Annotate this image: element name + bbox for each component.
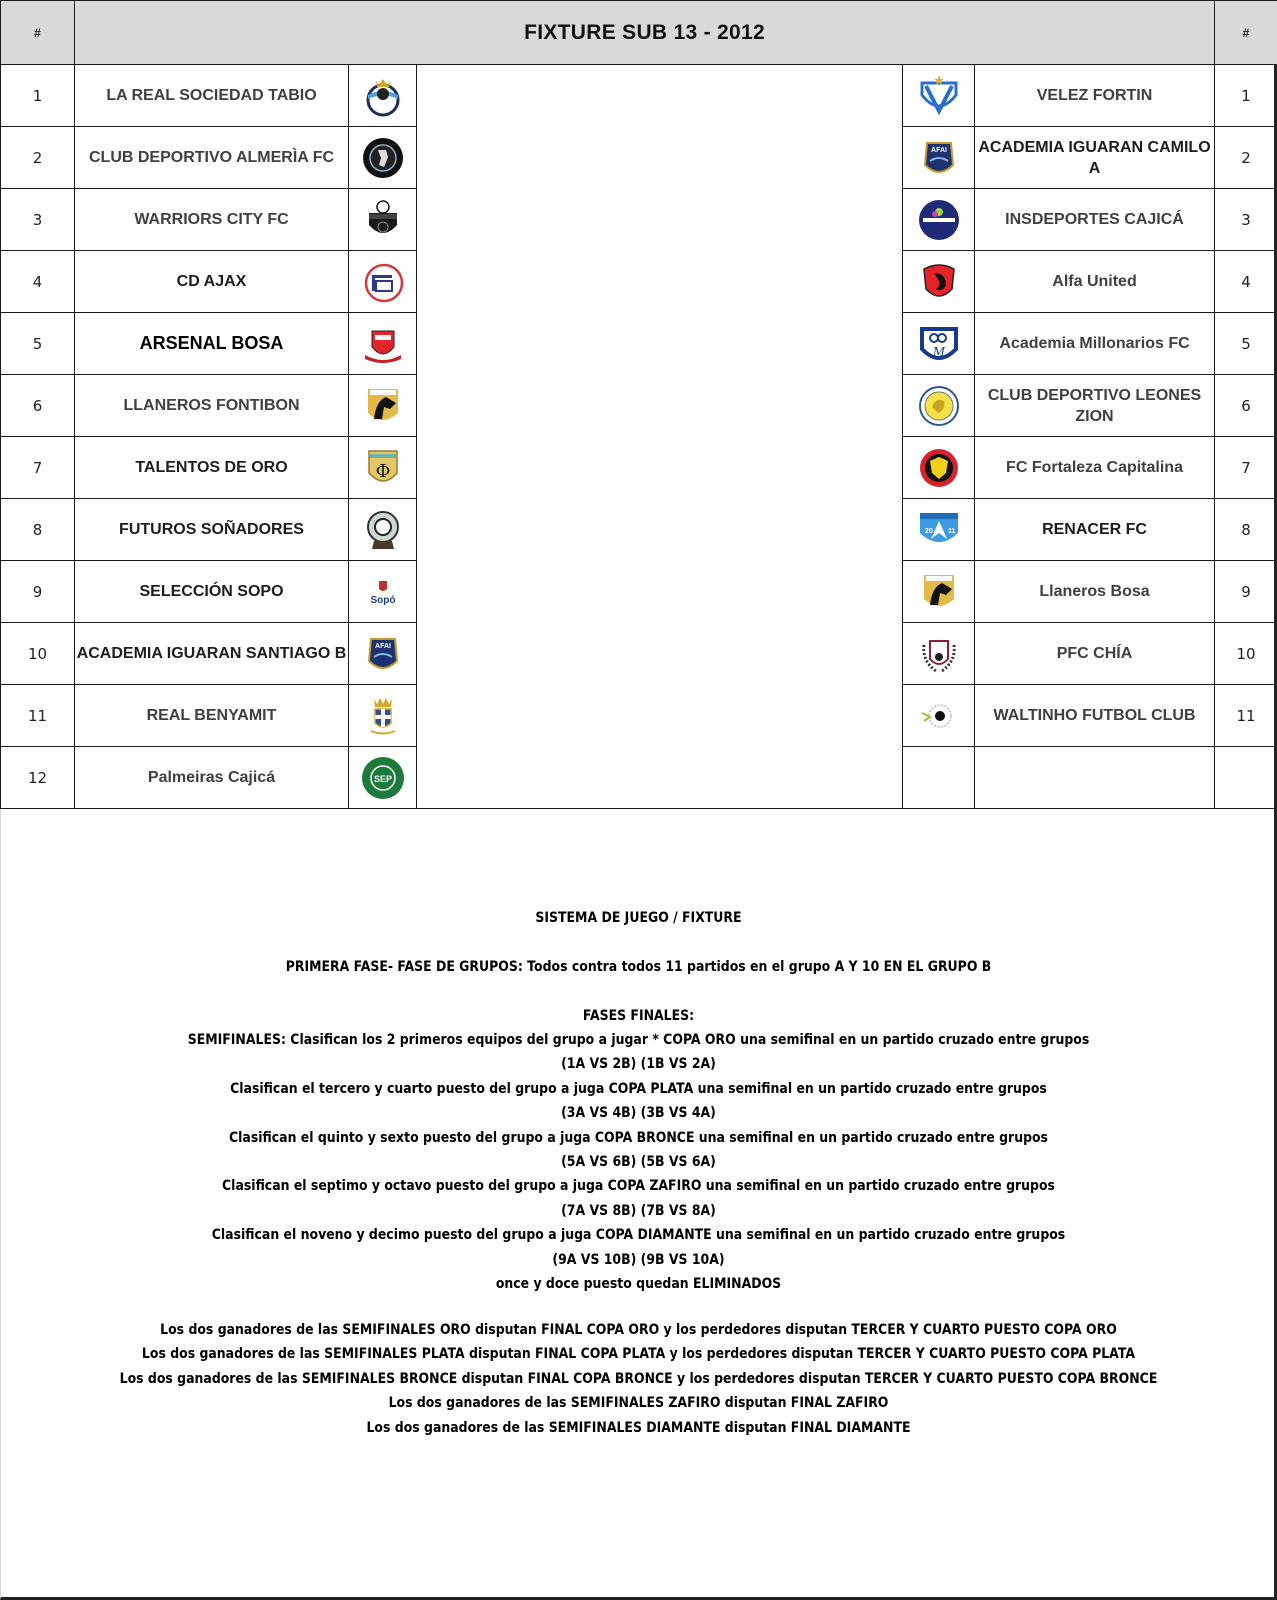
group-a-number: 10 xyxy=(1,623,75,685)
team-row xyxy=(1,375,1277,437)
team-row xyxy=(1,189,1277,251)
group-b-logo-cell xyxy=(903,437,975,499)
pfc-chia-logo-icon xyxy=(916,631,962,677)
group-a-team-name: LA REAL SOCIEDAD TABIO xyxy=(75,65,349,127)
futuros-sonadores-logo-icon xyxy=(360,507,406,553)
group-a-logo-cell xyxy=(349,685,417,747)
group-a-team-name: LLANEROS FONTIBON xyxy=(75,375,349,437)
team-row xyxy=(1,65,1277,127)
group-a-team-name: ARSENAL BOSA xyxy=(75,313,349,375)
semifinal-rule: Clasifican el noveno y decimo puesto del grupo a juga COPA DIAMANTE una semifinal en un partido cruzado entre grupos xyxy=(211,1227,1066,1244)
team-row xyxy=(1,561,1277,623)
group-a-team-name: REAL BENYAMIT xyxy=(75,685,349,747)
left-number-header: # xyxy=(1,1,75,65)
center-spacer xyxy=(417,313,903,375)
group-b-number xyxy=(1215,747,1277,809)
group-b-number: 6 xyxy=(1215,375,1277,437)
team-row xyxy=(1,127,1277,189)
final-rule: Los dos ganadores de las SEMIFINALES PLATA disputan FINAL COPA PLATA y los perdedores disputan TERCER Y CUARTO PUESTO COPA PLATA xyxy=(141,1346,1136,1363)
center-spacer xyxy=(417,747,903,809)
svg-text:20: 20 xyxy=(924,527,933,535)
group-a-team-name: CD AJAX xyxy=(75,251,349,313)
final-rule: Los dos ganadores de las SEMIFINALES ZAFIRO disputan FINAL ZAFIRO xyxy=(388,1395,889,1412)
semifinal-matchups: (7A VS 8B) (7B VS 8A) xyxy=(561,1202,716,1219)
right-number-header: # xyxy=(1215,1,1277,65)
team-row xyxy=(1,685,1277,747)
group-b-logo-cell xyxy=(903,189,975,251)
team-row xyxy=(1,251,1277,313)
sopo-logo-icon xyxy=(360,569,406,615)
final-rule: Los dos ganadores de las SEMIFINALES BRONCE disputan FINAL COPA BRONCE y los perdedores disputan TERCER Y CUARTO PUESTO COPA BRONCE xyxy=(119,1370,1158,1387)
group-a-number: 12 xyxy=(1,747,75,809)
semifinal-matchups: (3A VS 4B) (3B VS 4A) xyxy=(561,1105,716,1122)
group-b-team-name: RENACER FC xyxy=(975,499,1215,561)
alfa-united-logo-icon xyxy=(916,259,962,305)
group-b-team-name: Llaneros Bosa xyxy=(975,561,1215,623)
velez-logo-icon xyxy=(916,73,962,119)
semifinal-rule: SEMIFINALES: Clasifican los 2 primeros equipos del grupo a jugar * COPA ORO una semifinal en un partido cruzado entre grupos xyxy=(187,1032,1090,1048)
group-a-number: 3 xyxy=(1,189,75,251)
center-spacer xyxy=(417,375,903,437)
waltinho-logo-icon xyxy=(916,693,962,739)
group-a-number: 4 xyxy=(1,251,75,313)
semifinal-rule: Clasifican el quinto y sexto puesto del grupo a juga COPA BRONCE una semifinal en un partido cruzado entre grupos xyxy=(229,1129,1048,1146)
real-benyamit-logo-icon xyxy=(360,693,406,739)
center-spacer xyxy=(417,65,903,127)
group-b-team-name: INSDEPORTES CAJICÁ xyxy=(975,189,1215,251)
group-a-logo-cell xyxy=(349,313,417,375)
semifinal-matchups: (1A VS 2B) (1B VS 2A) xyxy=(561,1056,716,1073)
final-rule: Los dos ganadores de las SEMIFINALES DIAMANTE disputan FINAL DIAMANTE xyxy=(366,1419,911,1436)
group-b-team-name: Academia Millonarios FC xyxy=(975,313,1215,375)
fortaleza-logo-icon xyxy=(916,445,962,491)
group-b-team-name: ACADEMIA IGUARAN CAMILO A xyxy=(975,127,1215,189)
semifinal-matchups: (9A VS 10B) (9B VS 10A) xyxy=(552,1251,725,1268)
group-b-logo-cell xyxy=(903,561,975,623)
insdeportes-logo-icon xyxy=(916,197,962,243)
group-b-number: 5 xyxy=(1215,313,1277,375)
group-a-logo-cell xyxy=(349,623,417,685)
final-phases-heading: FASES FINALES: xyxy=(582,1008,695,1024)
group-b-number: 9 xyxy=(1215,561,1277,623)
center-spacer xyxy=(417,127,903,189)
group-b-number: 4 xyxy=(1215,251,1277,313)
center-spacer xyxy=(417,685,903,747)
final-rule: Los dos ganadores de las SEMIFINALES ORO disputan FINAL COPA ORO y los perdedores disputan TERCER Y CUARTO PUESTO COPA ORO xyxy=(160,1322,1117,1338)
group-a-team-name: SELECCIÓN SOPO xyxy=(75,561,349,623)
almeria-fc-logo-icon xyxy=(360,135,406,181)
group-b-number: 3 xyxy=(1215,189,1277,251)
group-a-logo-cell xyxy=(349,251,417,313)
svg-text:Sopó: Sopó xyxy=(370,594,395,606)
leones-zion-logo-icon xyxy=(916,383,962,429)
svg-text:SEP: SEP xyxy=(373,773,392,784)
group-b-logo-cell xyxy=(903,685,975,747)
group-a-number: 6 xyxy=(1,375,75,437)
group-b-number: 7 xyxy=(1215,437,1277,499)
semifinal-rule: once y doce puesto quedan ELIMINADOS xyxy=(495,1276,782,1292)
group-a-team-name: FUTUROS SOÑADORES xyxy=(75,499,349,561)
group-b-logo-cell xyxy=(903,313,975,375)
group-b-logo-cell xyxy=(903,499,975,561)
group-a-logo-cell xyxy=(349,189,417,251)
group-b-team-name: CLUB DEPORTIVO LEONES ZION xyxy=(975,375,1215,437)
svg-text:AFAI: AFAI xyxy=(374,642,391,650)
page-title: FIXTURE SUB 13 - 2012 xyxy=(75,1,1215,65)
rules-heading: SISTEMA DE JUEGO / FIXTURE xyxy=(535,910,742,926)
group-b-logo-cell xyxy=(903,127,975,189)
group-b-logo-cell xyxy=(903,747,975,809)
llaneros-fc-logo-icon xyxy=(916,569,962,615)
group-b-team-name: PFC CHÍA xyxy=(975,623,1215,685)
renacer-fc-logo-icon xyxy=(916,507,962,553)
group-a-logo-cell xyxy=(349,499,417,561)
group-b-team-name: WALTINHO FUTBOL CLUB xyxy=(975,685,1215,747)
group-b-logo-cell xyxy=(903,623,975,685)
group-a-number: 9 xyxy=(1,561,75,623)
group-b-team-name: FC Fortaleza Capitalina xyxy=(975,437,1215,499)
palmeiras-logo-icon xyxy=(360,755,406,801)
afai-logo-icon xyxy=(360,631,406,677)
team-row xyxy=(1,313,1277,375)
semifinal-matchups: (5A VS 6B) (5B VS 6A) xyxy=(561,1154,716,1170)
svg-text:11: 11 xyxy=(947,527,955,535)
semifinal-rule: Clasifican el septimo y octavo puesto del grupo a juga COPA ZAFIRO una semifinal en un partido cruzado entre grupos xyxy=(222,1178,1055,1195)
center-spacer xyxy=(417,437,903,499)
group-a-number: 11 xyxy=(1,685,75,747)
la-real-sociedad-tabio-logo-icon xyxy=(360,73,406,119)
cd-ajax-logo-icon xyxy=(360,259,406,305)
group-b-number: 1 xyxy=(1215,65,1277,127)
group-b-logo-cell xyxy=(903,65,975,127)
group-b-number: 10 xyxy=(1215,623,1277,685)
group-b-number: 11 xyxy=(1215,685,1277,747)
group-a-logo-cell xyxy=(349,127,417,189)
svg-text:Φ: Φ xyxy=(375,460,390,482)
group-a-logo-cell xyxy=(349,561,417,623)
team-row xyxy=(1,623,1277,685)
first-phase-text: PRIMERA FASE- FASE DE GRUPOS: Todos contra todos 11 partidos en el grupo A Y 10 EN EL GRUPO B xyxy=(285,959,992,975)
team-row xyxy=(1,499,1277,561)
llaneros-fc-logo-icon xyxy=(360,383,406,429)
group-b-team-name: VELEZ FORTIN xyxy=(975,65,1215,127)
svg-text:M: M xyxy=(932,344,945,359)
arsenal-bosa-logo-icon xyxy=(360,321,406,367)
group-a-team-name: WARRIORS CITY FC xyxy=(75,189,349,251)
group-a-number: 2 xyxy=(1,127,75,189)
group-a-team-name: TALENTOS DE ORO xyxy=(75,437,349,499)
svg-text:AFAI: AFAI xyxy=(930,146,947,154)
group-a-logo-cell xyxy=(349,375,417,437)
group-b-team-name: Alfa United xyxy=(975,251,1215,313)
group-b-logo-cell xyxy=(903,375,975,437)
group-a-team-name: Palmeiras Cajicá xyxy=(75,747,349,809)
center-spacer xyxy=(417,251,903,313)
group-a-number: 1 xyxy=(1,65,75,127)
team-row xyxy=(1,747,1277,809)
center-spacer xyxy=(417,499,903,561)
group-a-team-name: CLUB DEPORTIVO ALMERÌA FC xyxy=(75,127,349,189)
afai-logo-icon xyxy=(916,135,962,181)
group-b-team-name xyxy=(975,747,1215,809)
center-spacer xyxy=(417,189,903,251)
center-spacer xyxy=(417,561,903,623)
group-a-number: 5 xyxy=(1,313,75,375)
talentos-de-oro-logo-icon xyxy=(360,445,406,491)
group-a-logo-cell xyxy=(349,437,417,499)
group-b-number: 8 xyxy=(1215,499,1277,561)
team-row xyxy=(1,437,1277,499)
group-a-team-name: ACADEMIA IGUARAN SANTIAGO B xyxy=(75,623,349,685)
warriors-city-logo-icon xyxy=(360,197,406,243)
group-a-number: 7 xyxy=(1,437,75,499)
group-a-logo-cell xyxy=(349,747,417,809)
center-spacer xyxy=(417,623,903,685)
group-a-logo-cell xyxy=(349,65,417,127)
group-a-number: 8 xyxy=(1,499,75,561)
group-b-logo-cell xyxy=(903,251,975,313)
semifinal-rule: Clasifican el tercero y cuarto puesto del grupo a juga COPA PLATA una semifinal en un partido cruzado entre grupos xyxy=(230,1080,1047,1097)
header-row xyxy=(1,1,1277,65)
millonarios-logo-icon xyxy=(916,321,962,367)
group-b-number: 2 xyxy=(1215,127,1277,189)
